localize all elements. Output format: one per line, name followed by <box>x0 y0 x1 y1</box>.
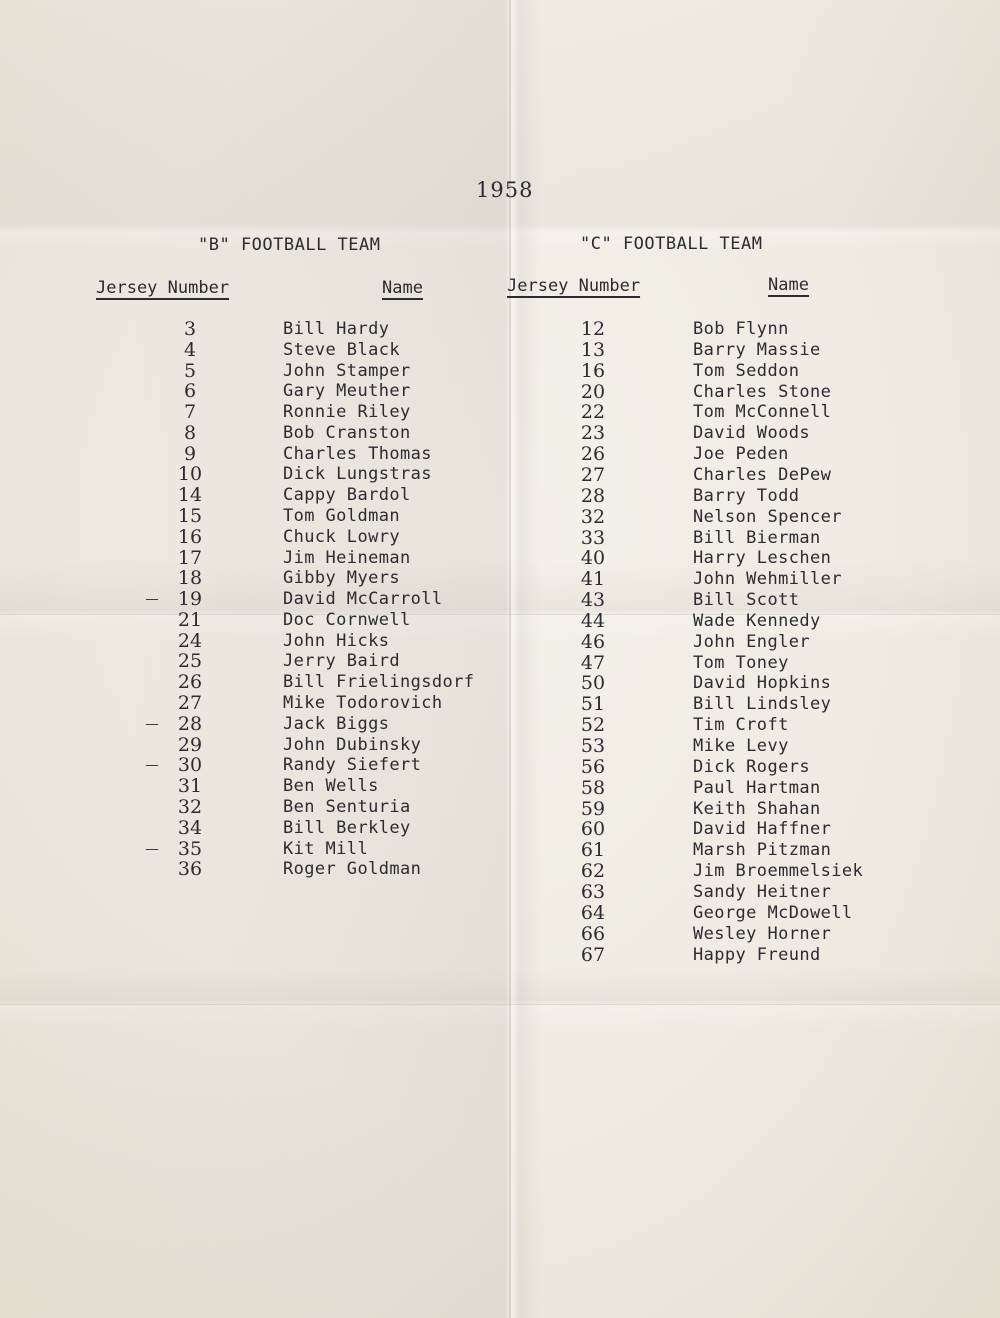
player-name: Doc Cornwell <box>283 609 411 630</box>
player-name: Bill Lindsley <box>693 694 832 715</box>
jersey-number: 5 <box>183 359 197 382</box>
player-name: John Engler <box>693 631 810 652</box>
jersey-number: 47 <box>580 651 606 674</box>
player-name: Marsh Pitzman <box>693 840 832 861</box>
jersey-number: 29 <box>177 733 203 756</box>
jersey-number: 40 <box>580 547 606 570</box>
roster-row <box>0 382 1000 403</box>
jersey-number: 26 <box>580 443 606 466</box>
player-name: David McCarroll <box>283 589 443 610</box>
player-name: Happy Freund <box>693 944 821 965</box>
jersey-number: 30 <box>177 754 203 777</box>
roster-row <box>0 816 1000 841</box>
jersey-number: 66 <box>580 922 606 945</box>
player-name: Jack Biggs <box>283 713 390 734</box>
jersey-number: 23 <box>580 422 606 445</box>
jersey-number: 17 <box>177 546 203 569</box>
jersey-number: 24 <box>177 629 203 652</box>
player-name: Tom McConnell <box>693 402 832 423</box>
player-name: Bill Bierman <box>693 527 821 548</box>
team-c-title: "C" FOOTBALL TEAM <box>580 234 763 254</box>
jersey-number: 3 <box>183 318 197 340</box>
roster-row <box>0 569 1000 590</box>
jersey-number: 27 <box>177 692 203 715</box>
player-name: Gibby Myers <box>283 568 400 589</box>
jersey-number: 56 <box>580 755 606 778</box>
roster-row <box>0 507 1000 528</box>
player-name: Bill Hardy <box>283 319 390 339</box>
jersey-number: 28 <box>580 484 606 507</box>
player-name: Roger Goldman <box>283 859 422 880</box>
jersey-number: 62 <box>580 860 606 883</box>
player-name: Sandy Heitner <box>693 881 832 902</box>
roster-row <box>0 548 1000 569</box>
jersey-number: 8 <box>183 421 197 444</box>
jersey-number: 32 <box>177 795 203 818</box>
jersey-number: 67 <box>580 943 606 966</box>
jersey-number: 53 <box>580 735 606 757</box>
jersey-number: 16 <box>580 359 606 382</box>
jersey-number: 28 <box>177 712 203 735</box>
player-name: Charles Thomas <box>283 443 432 464</box>
jersey-number: 26 <box>177 671 203 694</box>
player-name: Bill Scott <box>693 590 800 611</box>
roster-row <box>0 340 1000 361</box>
jersey-number: 4 <box>183 338 197 361</box>
jersey-number: 22 <box>580 401 606 424</box>
roster-row <box>0 673 1000 694</box>
jersey-number: 7 <box>183 401 197 424</box>
player-name: Harry Leschen <box>693 548 832 569</box>
team-c-name-header: Name <box>768 275 809 295</box>
player-name: Jim Heineman <box>283 547 411 568</box>
player-name: Barry Todd <box>693 485 800 506</box>
jersey-number: 36 <box>177 858 203 881</box>
jersey-number: 52 <box>580 714 606 737</box>
roster-row <box>0 733 1000 757</box>
roster-row <box>0 444 1000 465</box>
jersey-number: 16 <box>177 525 203 548</box>
roster-row <box>0 629 1000 653</box>
jersey-number: 14 <box>177 484 203 507</box>
roster-row <box>0 924 1000 945</box>
roster-row <box>0 882 1000 903</box>
roster-row <box>0 858 1000 883</box>
paper-fold-horizontal <box>0 1004 1000 1005</box>
player-name: John Stamper <box>283 360 411 381</box>
roster-row <box>0 525 1000 549</box>
jersey-number: 41 <box>580 568 606 591</box>
player-name: Steve Black <box>283 339 400 360</box>
roster-row <box>0 694 1000 715</box>
roster-row <box>0 319 1000 340</box>
roster-row <box>0 775 1000 799</box>
jersey-number: 18 <box>177 567 203 590</box>
roster-row <box>0 402 1000 423</box>
player-name: Charles DePew <box>693 464 832 485</box>
roster-row <box>0 837 1000 862</box>
player-name: Wesley Horner <box>693 923 832 944</box>
player-name: Dick Lungstras <box>283 464 432 485</box>
player-name: John Dubinsky <box>283 734 422 755</box>
player-name: Ronnie Riley <box>283 402 411 423</box>
player-name: David Hopkins <box>693 673 832 694</box>
roster-row <box>0 423 1000 444</box>
roster-row <box>0 486 1000 507</box>
jersey-number: 19 <box>177 588 203 611</box>
jersey-number: 63 <box>580 880 606 903</box>
player-name: Randy Siefert <box>283 755 422 776</box>
jersey-number: 59 <box>580 797 606 820</box>
jersey-number: 64 <box>580 901 606 924</box>
player-name: John Hicks <box>283 630 390 651</box>
player-name: Tom Seddon <box>693 360 800 381</box>
jersey-number: 44 <box>580 609 606 632</box>
player-name: Tom Toney <box>693 652 789 673</box>
player-name: Paul Hartman <box>693 777 821 798</box>
jersey-number: 34 <box>177 816 203 839</box>
roster-row <box>0 754 1000 778</box>
player-name: George McDowell <box>693 902 853 923</box>
player-name: Wade Kennedy <box>693 610 821 631</box>
player-name: Mike Levy <box>693 736 789 756</box>
player-name: Gary Meuther <box>283 381 411 402</box>
player-name: David Woods <box>693 423 810 444</box>
team-c-jersey-header: Jersey Number <box>507 276 641 296</box>
player-name: Kit Mill <box>283 838 369 859</box>
jersey-number: 61 <box>580 839 606 862</box>
jersey-number: 50 <box>580 672 606 695</box>
player-name: Barry Massie <box>693 339 821 360</box>
jersey-number: 20 <box>580 380 606 403</box>
jersey-number: 13 <box>580 338 606 361</box>
roster-row <box>0 650 1000 674</box>
document-year: 1958 <box>476 178 534 202</box>
player-name: Joe Peden <box>693 444 789 465</box>
player-name: Keith Shahan <box>693 798 821 819</box>
jersey-number: 33 <box>580 526 606 549</box>
jersey-number: 25 <box>177 650 203 673</box>
player-name: Ben Senturia <box>283 796 411 817</box>
jersey-number: 9 <box>183 442 197 465</box>
roster-row <box>0 590 1000 611</box>
player-name: Jim Broemmelsiek <box>693 861 864 882</box>
player-name: Jerry Baird <box>283 651 400 672</box>
player-name: Bob Cranston <box>283 422 411 443</box>
player-name: Dick Rogers <box>693 756 810 777</box>
player-name: Tom Goldman <box>283 506 400 527</box>
roster-row <box>0 903 1000 924</box>
jersey-number: 27 <box>580 463 606 486</box>
roster-row <box>0 795 1000 820</box>
team-b-name-header: Name <box>382 278 423 298</box>
roster-row <box>0 712 1000 737</box>
jersey-number: 58 <box>580 776 606 799</box>
player-name: David Haffner <box>693 819 832 840</box>
player-name: Tim Croft <box>693 715 789 736</box>
jersey-number: 32 <box>580 505 606 528</box>
player-name: Bill Frielingsdorf <box>283 672 475 693</box>
player-name: Ben Wells <box>283 776 379 797</box>
player-name: John Wehmiller <box>693 569 842 590</box>
player-name: Chuck Lowry <box>283 526 400 547</box>
jersey-number: 51 <box>580 693 606 716</box>
jersey-number: 21 <box>177 608 203 631</box>
player-name: Mike Todorovich <box>283 693 443 714</box>
player-name: Nelson Spencer <box>693 506 842 527</box>
player-name: Charles Stone <box>693 381 832 402</box>
player-name: Cappy Bardol <box>283 485 411 506</box>
team-b-title: "B" FOOTBALL TEAM <box>198 235 381 255</box>
jersey-number: 31 <box>177 775 203 798</box>
jersey-number: 60 <box>580 818 606 841</box>
jersey-number: 43 <box>580 589 606 612</box>
jersey-number: 46 <box>580 630 606 653</box>
team-b-jersey-header: Jersey Number <box>96 278 230 298</box>
roster-row <box>0 608 1000 632</box>
roster-row <box>0 945 1000 966</box>
player-name: Bob Flynn <box>693 319 789 339</box>
roster-row <box>0 465 1000 486</box>
jersey-number: 35 <box>177 837 203 860</box>
roster-row <box>0 361 1000 382</box>
jersey-number: 15 <box>177 505 203 528</box>
jersey-number: 10 <box>177 463 203 486</box>
jersey-number: 6 <box>183 380 197 403</box>
player-name: Bill Berkley <box>283 817 411 838</box>
jersey-number: 12 <box>580 318 606 340</box>
